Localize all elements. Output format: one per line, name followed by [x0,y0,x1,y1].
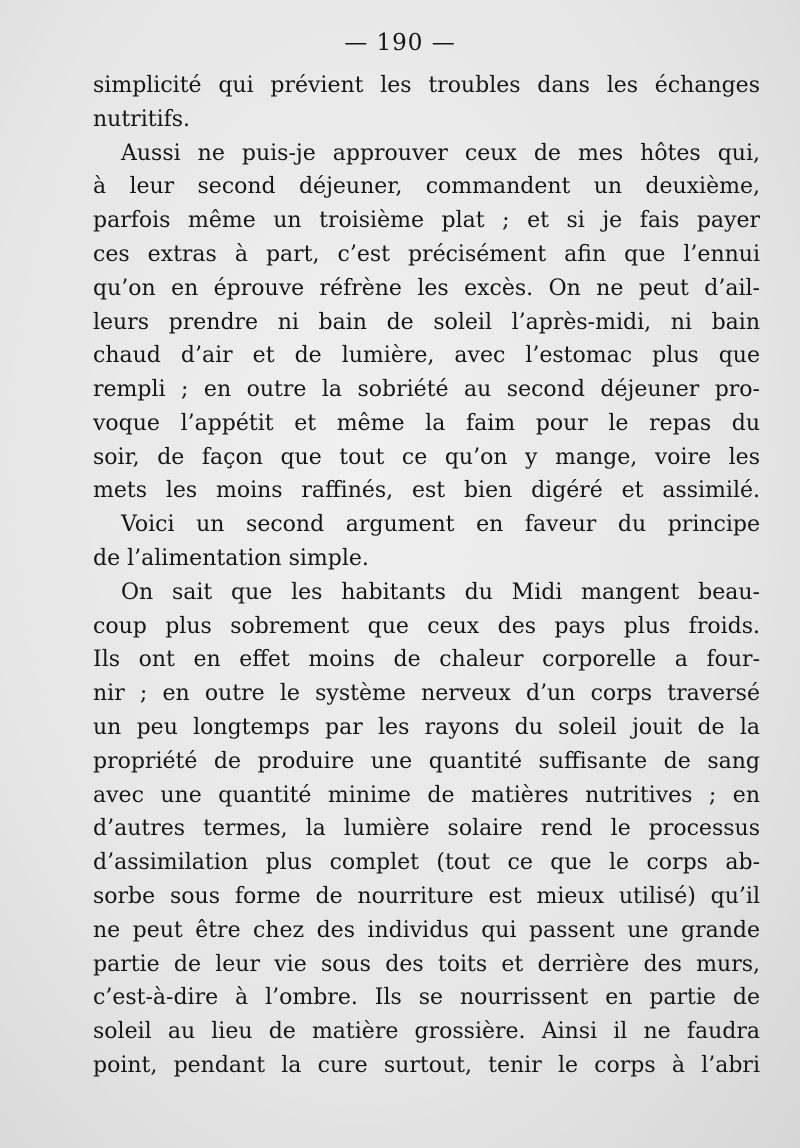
text-line: simplicité qui prévient les troubles dans les échanges [93,73,760,98]
text-line: parfois même un troisième plat ; et si je fais payer [93,208,760,233]
text-line: point, pendant la cure surtout, tenir le corps à l’abri [93,1053,760,1078]
page-number: — 190 — [344,30,456,56]
text-line: partie de leur vie sous des toits et derrière des murs, [93,952,760,977]
text-line: voque l’appétit et même la faim pour le repas du [93,411,760,436]
text-line: mets les moins raffinés, est bien digéré et assimilé. [93,478,760,503]
text-line: soleil au lieu de matière grossière. Ainsi il ne faudra [93,1019,760,1044]
text-line: chaud d’air et de lumière, avec l’estomac plus que [93,343,760,368]
text-line: soir, de façon que tout ce qu’on y mange, voire les [93,445,760,470]
text-line: de l’alimentation simple. [93,546,369,571]
text-line: sorbe sous forme de nourriture est mieux utilisé) qu’il [93,884,760,909]
text-line: avec une quantité minime de matières nutritives ; en [93,783,760,808]
text-line: nir ; en outre le système nerveux d’un corps traversé [93,681,760,706]
text-line: ne peut être chez des individus qui passent une grande [93,918,760,943]
text-line: qu’on en éprouve réfrène les excès. On ne peut d’ail- [93,276,760,301]
text-line: un peu longtemps par les rayons du soleil jouit de la [93,715,760,740]
text-line: d’assimilation plus complet (tout ce que le corps ab- [93,850,760,875]
text-line: nutritifs. [93,107,191,132]
text-line: Ils ont en effet moins de chaleur corporelle a four- [93,647,760,672]
text-line: c’est-à-dire à l’ombre. Ils se nourrissent en partie de [93,985,760,1010]
text-line: à leur second déjeuner, commandent un deuxième, [93,174,760,199]
text-line: rempli ; en outre la sobriété au second déjeuner pro- [93,377,760,402]
text-line: Voici un second argument en faveur du principe [121,512,760,537]
text-line: d’autres termes, la lumière solaire rend le processus [93,816,760,841]
text-line: propriété de produire une quantité suffisante de sang [93,749,760,774]
text-line: ces extras à part, c’est précisément afin que l’ennui [93,242,760,267]
text-line: Aussi ne puis-je approuver ceux de mes hôtes qui, [121,141,760,166]
text-line: leurs prendre ni bain de soleil l’après-midi, ni bain [93,310,760,335]
text-line: coup plus sobrement que ceux des pays plus froids. [93,614,760,639]
text-line: On sait que les habitants du Midi mangent beau- [121,580,760,605]
